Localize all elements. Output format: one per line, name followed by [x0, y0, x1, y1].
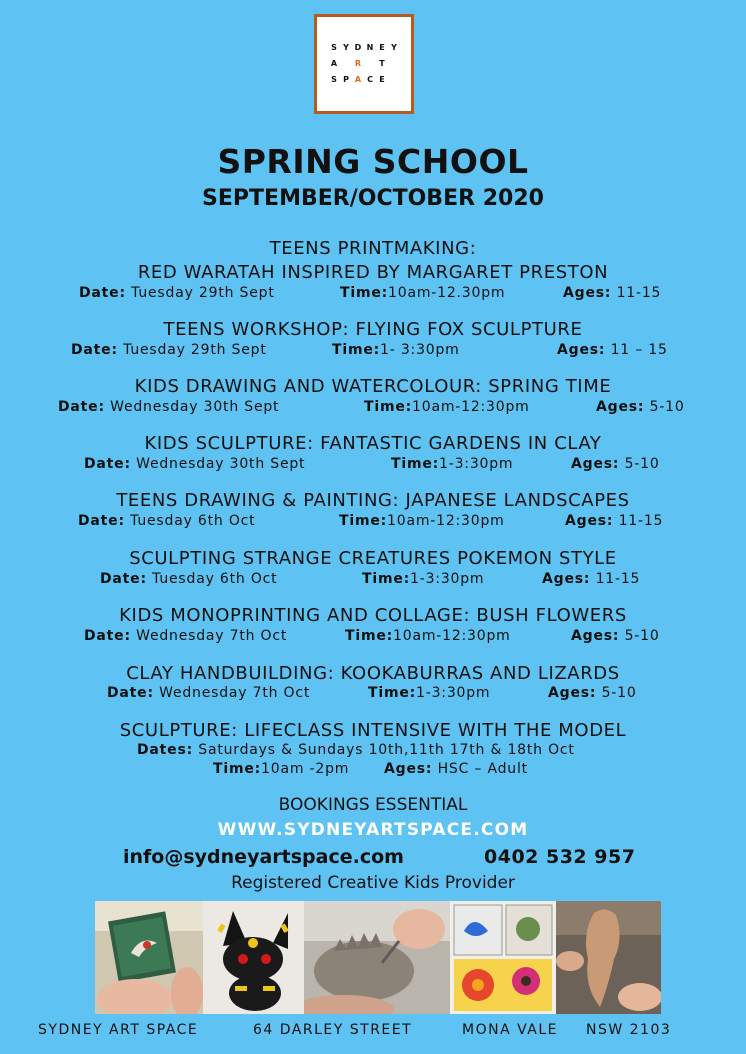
footer-suburb: MONA VALE	[462, 1022, 559, 1038]
event-time	[339, 513, 505, 529]
event-date	[84, 456, 305, 472]
date-value: Wednesday 7th Oct	[159, 685, 311, 701]
ages-label: Ages:	[571, 628, 620, 644]
ages-value: 5-10	[624, 456, 660, 472]
photo-lifeclass-sculpture	[556, 901, 661, 1014]
photo-clay-creature	[304, 901, 450, 1014]
footer-state: NSW 2103	[586, 1022, 672, 1038]
provider-note: Registered Creative Kids Provider	[231, 873, 515, 893]
time-label: Time:	[368, 685, 417, 701]
sydney-art-space-logo	[314, 14, 414, 114]
event-title-line1: TEENS PRINTMAKING:	[269, 238, 477, 259]
event-date	[58, 399, 279, 415]
logo-letter: D	[354, 43, 362, 52]
logo-row-1	[317, 40, 411, 56]
event-ages	[563, 285, 661, 301]
logo-letter	[341, 56, 351, 72]
ages-value: 11-15	[595, 571, 641, 587]
logo-letter: A	[330, 59, 338, 68]
ages-value: 11-15	[616, 285, 662, 301]
event-title: KIDS SCULPTURE: FANTASTIC GARDENS IN CLAY	[144, 433, 602, 454]
ages-label: Ages:	[596, 399, 645, 415]
event-date	[78, 513, 255, 529]
time-label: Time:	[213, 761, 262, 777]
time-label: Time:	[391, 456, 440, 472]
phone-number[interactable]: 0402 532 957	[484, 846, 636, 868]
ages-label: Ages:	[571, 456, 620, 472]
photo-strip	[95, 901, 661, 1014]
event-ages	[565, 513, 663, 529]
email-link[interactable]: info@sydneyartspace.com	[123, 846, 404, 868]
event-ages	[557, 342, 668, 358]
logo-letter: S	[331, 75, 337, 84]
event-title: KIDS MONOPRINTING AND COLLAGE: BUSH FLOWERS	[119, 605, 627, 626]
event-date	[107, 685, 310, 701]
logo-letter: N	[366, 43, 374, 52]
logo-letter: C	[367, 75, 373, 84]
logo-row-2	[317, 56, 411, 72]
dates-value: Saturdays & Sundays 10th,11th 17th & 18th Oct	[198, 742, 575, 758]
logo-letter	[389, 72, 399, 88]
ages-label: Ages:	[542, 571, 591, 587]
event-date	[100, 571, 277, 587]
event-ages	[548, 685, 637, 701]
event-time	[364, 399, 530, 415]
date-label: Date:	[58, 399, 105, 415]
logo-letter: E	[379, 75, 385, 84]
date-value: Wednesday 7th Oct	[136, 628, 288, 644]
date-label: Date:	[79, 285, 126, 301]
ages-value: HSC – Adult	[437, 761, 528, 777]
date-value: Wednesday 30th Sept	[110, 399, 280, 415]
ages-label: Ages:	[563, 285, 612, 301]
logo-letter: P	[343, 75, 349, 84]
ages-value: 11 – 15	[610, 342, 668, 358]
logo-letter: S	[331, 43, 337, 52]
ages-label: Ages:	[557, 342, 606, 358]
event-ages	[384, 761, 528, 777]
logo-letter	[365, 56, 375, 72]
time-label: Time:	[332, 342, 381, 358]
time-value: 1-3:30pm	[410, 571, 485, 587]
page-subtitle: SEPTEMBER/OCTOBER 2020	[202, 186, 544, 211]
time-value: 10am-12.30pm	[388, 285, 506, 301]
event-title: SCULPTURE: LIFECLASS INTENSIVE WITH THE MODEL	[119, 720, 627, 741]
date-value: Wednesday 30th Sept	[136, 456, 306, 472]
ages-value: 5-10	[649, 399, 685, 415]
event-title: KIDS DRAWING AND WATERCOLOUR: SPRING TIME	[134, 376, 612, 397]
event-date	[71, 342, 267, 358]
time-label: Time:	[364, 399, 413, 415]
ages-value: 11-15	[618, 513, 664, 529]
date-label: Date:	[100, 571, 147, 587]
time-value: 10am-12:30pm	[387, 513, 505, 529]
event-time	[213, 761, 349, 777]
photo-pokemon-sculpture	[203, 901, 304, 1014]
footer-street: 64 DARLEY STREET	[253, 1022, 413, 1038]
date-label: Date:	[71, 342, 118, 358]
ages-label: Ages:	[384, 761, 433, 777]
ages-label: Ages:	[565, 513, 614, 529]
time-label: Time:	[340, 285, 389, 301]
date-value: Tuesday 29th Sept	[131, 285, 275, 301]
page-title: SPRING SCHOOL	[217, 142, 529, 181]
date-label: Date:	[107, 685, 154, 701]
event-time	[340, 285, 505, 301]
time-value: 1-3:30pm	[416, 685, 491, 701]
time-value: 10am-12:30pm	[393, 628, 511, 644]
event-dates	[137, 742, 575, 758]
time-value: 1- 3:30pm	[380, 342, 460, 358]
logo-letter: T	[379, 59, 385, 68]
time-value: 1-3:30pm	[439, 456, 514, 472]
time-label: Time:	[345, 628, 394, 644]
website-link[interactable]: WWW.SYDNEYARTSPACE.COM	[217, 820, 529, 840]
dates-label: Dates:	[137, 742, 193, 758]
event-date	[79, 285, 275, 301]
logo-letter: Y	[343, 43, 349, 52]
event-title: CLAY HANDBUILDING: KOOKABURRAS AND LIZARDS	[126, 663, 620, 684]
event-time	[368, 685, 490, 701]
event-time	[345, 628, 511, 644]
event-ages	[571, 456, 660, 472]
time-label: Time:	[339, 513, 388, 529]
date-value: Tuesday 6th Oct	[152, 571, 278, 587]
photo-printmaking	[95, 901, 203, 1014]
logo-letter: Y	[391, 43, 397, 52]
event-ages	[571, 628, 660, 644]
event-time	[391, 456, 513, 472]
photo-bush-flowers	[450, 901, 556, 1014]
footer-name: SYDNEY ART SPACE	[38, 1022, 199, 1038]
date-value: Tuesday 6th Oct	[130, 513, 256, 529]
bookings-notice: BOOKINGS ESSENTIAL	[278, 795, 468, 815]
logo-row-3	[317, 72, 411, 88]
event-time	[332, 342, 460, 358]
event-ages	[596, 399, 685, 415]
event-title: TEENS DRAWING & PAINTING: JAPANESE LANDSCAPES	[116, 490, 630, 511]
event-title-line2: RED WARATAH INSPIRED BY MARGARET PRESTON	[137, 262, 609, 283]
logo-letter	[389, 56, 399, 72]
ages-label: Ages:	[548, 685, 597, 701]
logo-letter-accent: R	[354, 59, 362, 68]
date-label: Date:	[84, 456, 131, 472]
time-value: 10am -2pm	[261, 761, 350, 777]
logo-letter-accent: A	[354, 75, 362, 84]
time-label: Time:	[362, 571, 411, 587]
date-label: Date:	[78, 513, 125, 529]
event-time	[362, 571, 484, 587]
logo-letter: E	[379, 43, 385, 52]
time-value: 10am-12:30pm	[412, 399, 530, 415]
ages-value: 5-10	[601, 685, 637, 701]
event-ages	[542, 571, 640, 587]
event-title: SCULPTING STRANGE CREATURES POKEMON STYLE	[129, 548, 617, 569]
date-value: Tuesday 29th Sept	[123, 342, 267, 358]
date-label: Date:	[84, 628, 131, 644]
event-date	[84, 628, 287, 644]
event-title: TEENS WORKSHOP: FLYING FOX SCULPTURE	[163, 319, 583, 340]
ages-value: 5-10	[624, 628, 660, 644]
